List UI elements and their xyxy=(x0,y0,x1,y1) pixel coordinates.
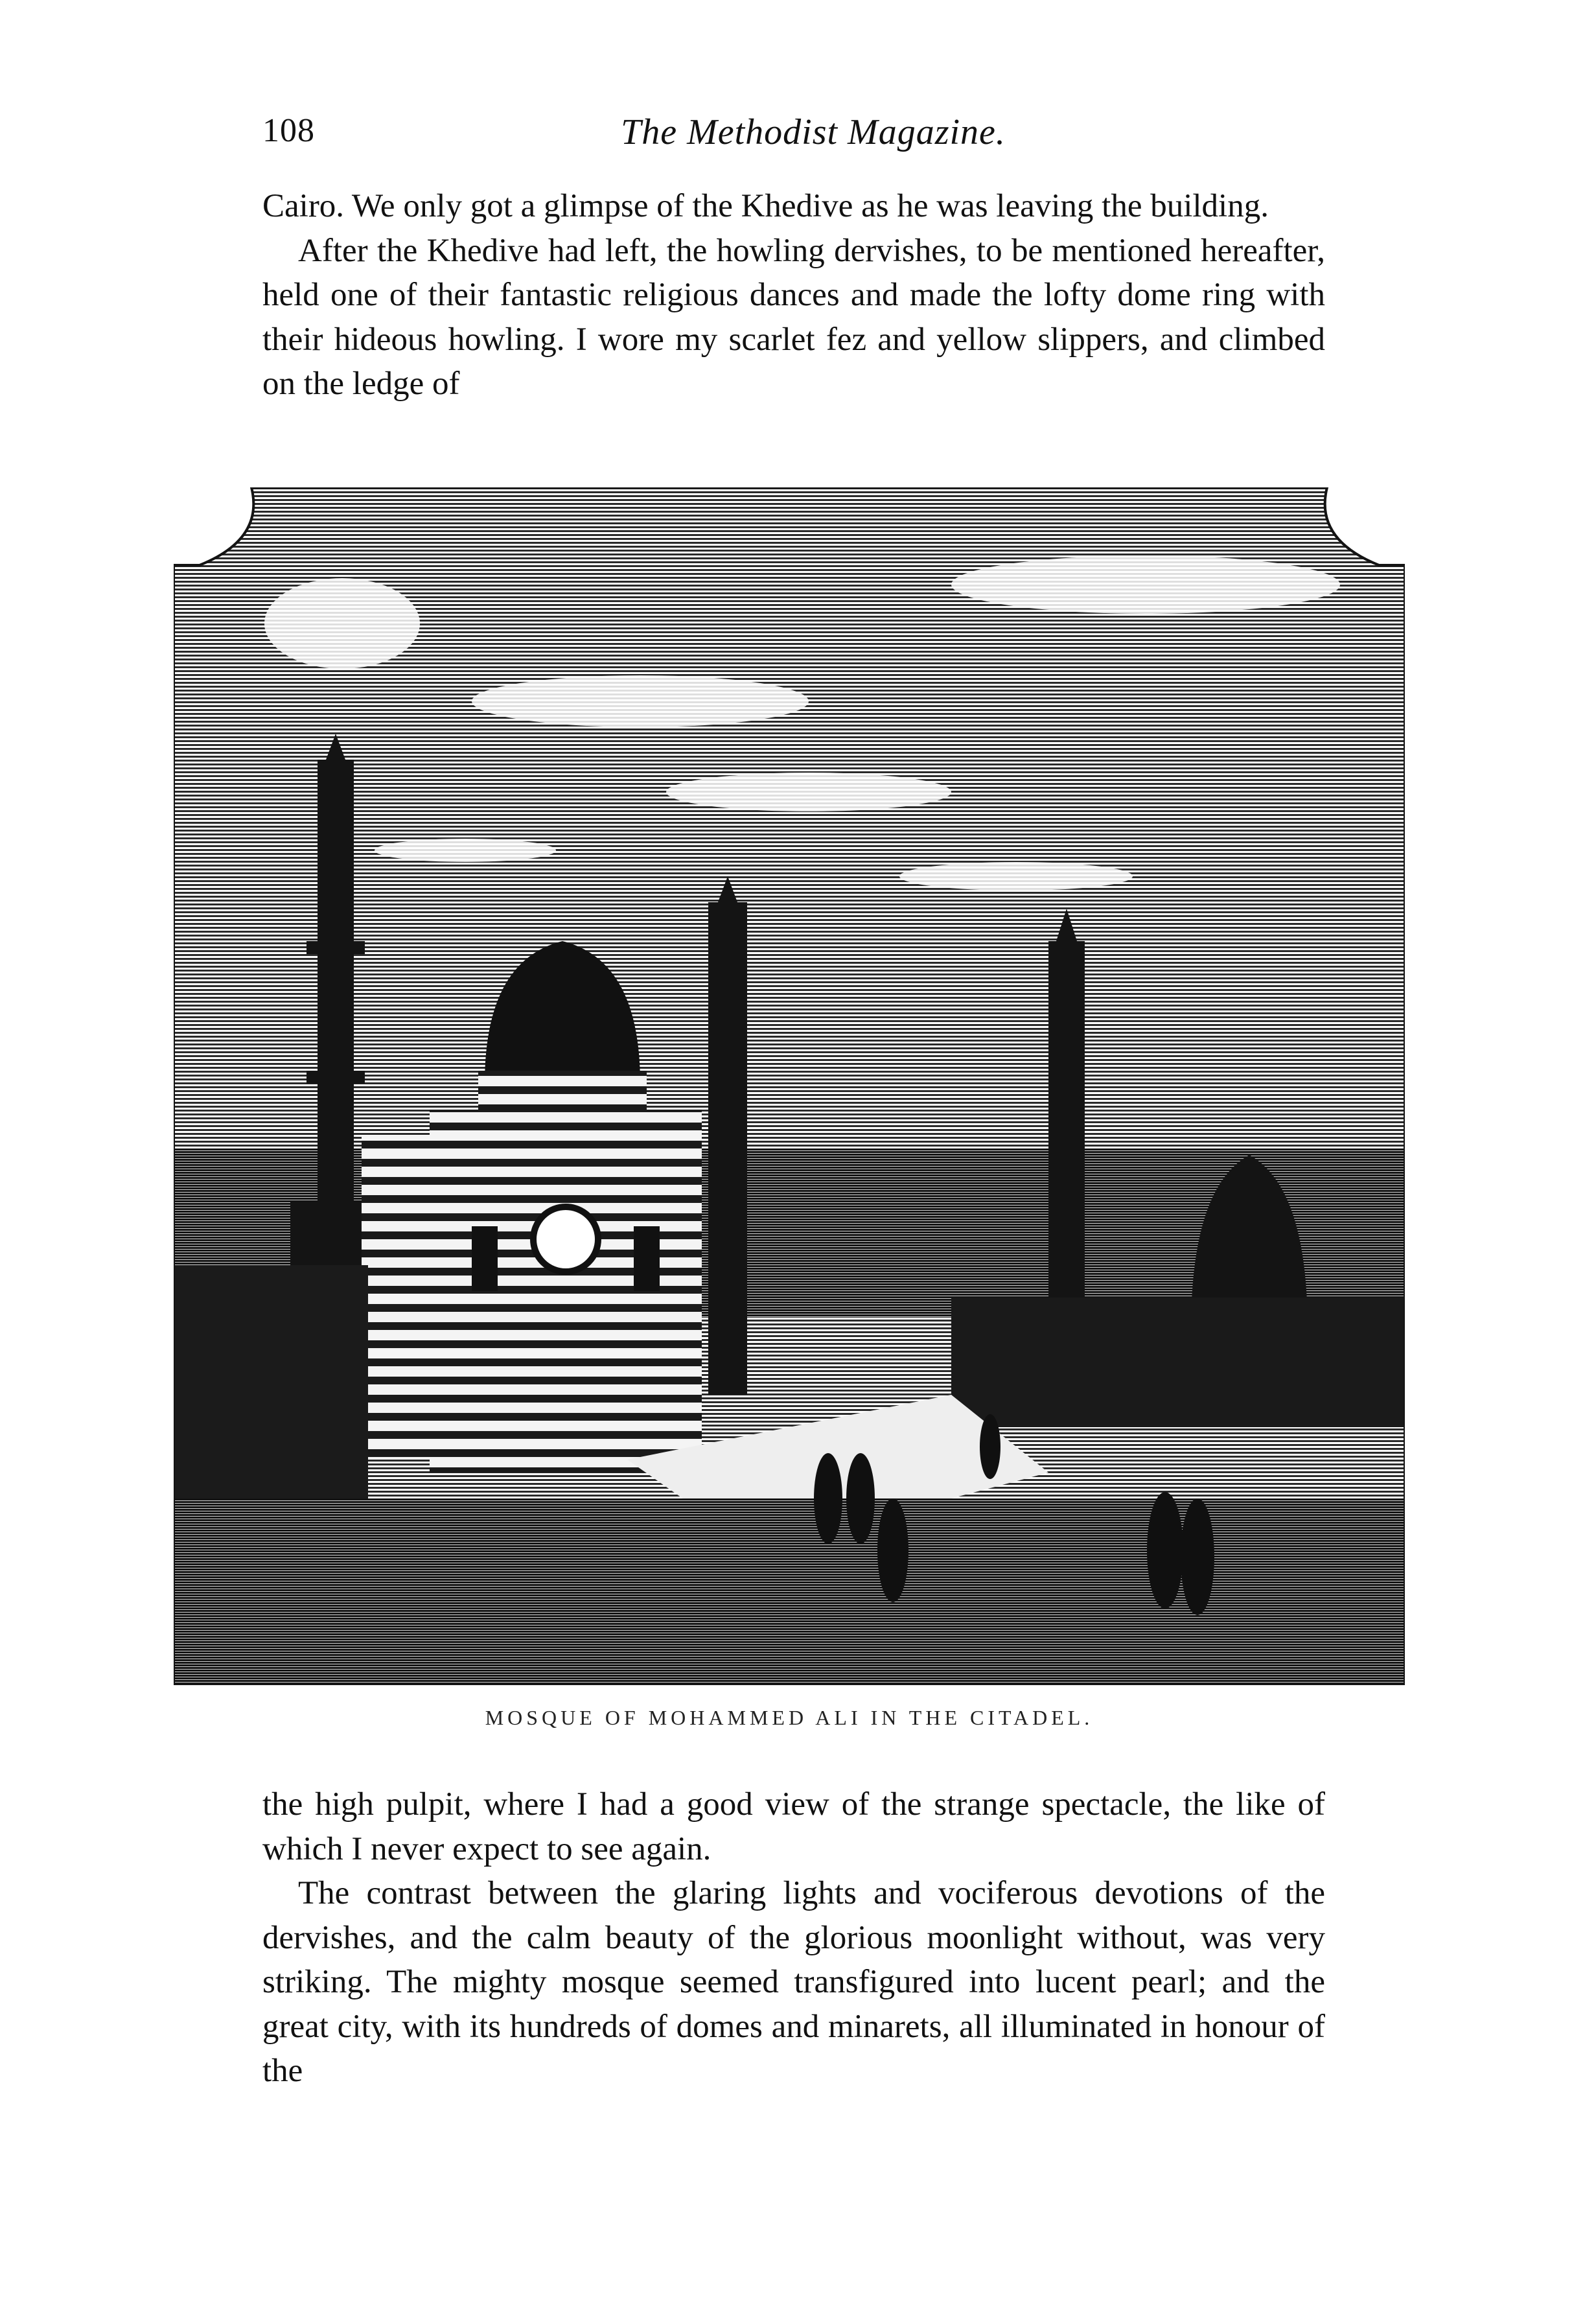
engraving-mosque-illustration xyxy=(174,487,1405,1685)
middle-minaret xyxy=(708,876,747,1395)
running-title: The Methodist Magazine. xyxy=(621,112,1006,152)
paragraph: The contrast between the glaring lights and vociferous devotions of the dervishes, and the calm beauty of the glorious moonlight without, was very striking. The mighty mosque seemed transfigured into lucent pearl; and the great city, with its hundreds of domes and minarets, all illuminated in honour of the xyxy=(262,1875,1325,2089)
page-header xyxy=(262,104,1325,162)
left-buildings xyxy=(174,1265,368,1498)
body-text-top xyxy=(262,184,1325,406)
ground xyxy=(174,1498,1405,1685)
paragraph: Cairo. We only got a glimpse of the Khedive as he was leaving the building. xyxy=(262,188,1269,224)
engraving-svg xyxy=(174,487,1405,1685)
body-text-bottom xyxy=(262,1782,1325,2093)
paragraph: the high pulpit, where I had a good view of the strange spectacle, the like of which I never expect to see again. xyxy=(262,1786,1325,1867)
page-number: 108 xyxy=(262,112,315,149)
right-minaret xyxy=(1048,909,1085,1330)
paragraph: After the Khedive had left, the howling dervishes, to be mentioned hereafter, held one of their fantastic religious dances and made the lofty dome ring with their hideous howling. I wore my scarlet fez and yellow slippers, and climbed on the ledge of xyxy=(262,232,1325,402)
figure-caption: MOSQUE OF MOHAMMED ALI IN THE CITADEL. xyxy=(485,1706,1094,1729)
right-buildings xyxy=(951,1298,1405,1427)
